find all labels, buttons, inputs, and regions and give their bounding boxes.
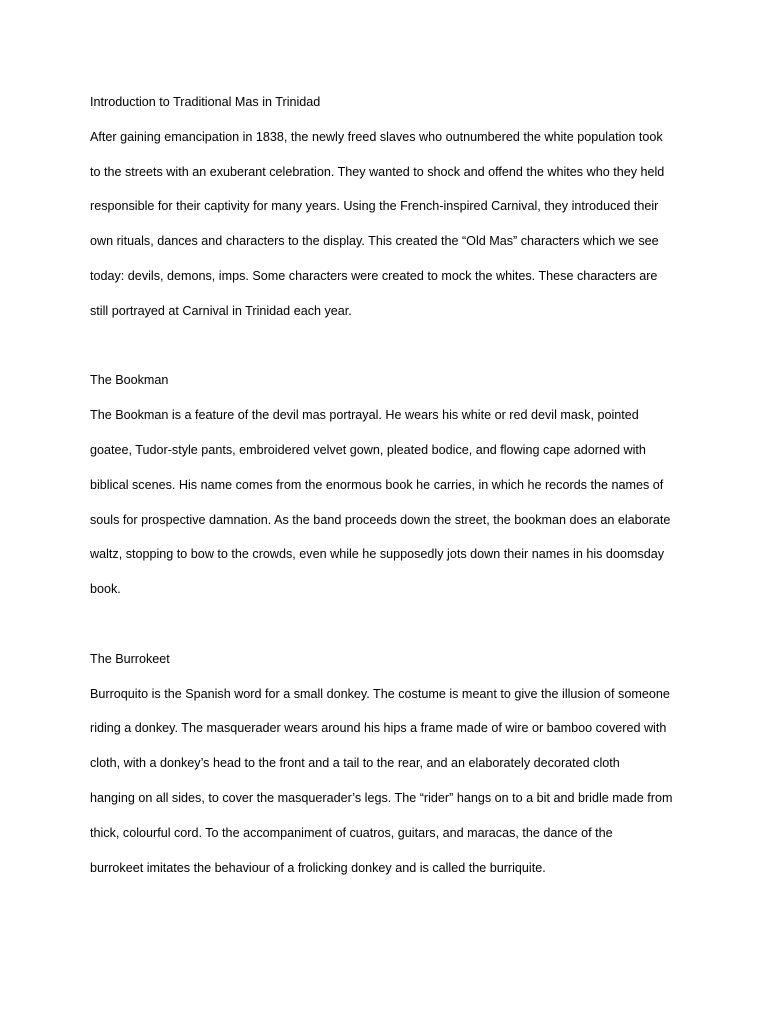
section-heading: The Burrokeet xyxy=(90,651,170,666)
body-line: The Bookman is a feature of the devil mas portrayal. He wears his white or red devil mask, pointed xyxy=(90,408,639,423)
body-line: cloth, with a donkey’s head to the front and a tail to the rear, and an elaborately decorated cloth xyxy=(90,756,620,771)
body-line: responsible for their captivity for many years. Using the French-inspired Carnival, they introduced their xyxy=(90,199,659,214)
body-line: goatee, Tudor-style pants, embroidered velvet gown, pleated bodice, and flowing cape adorned with xyxy=(90,442,646,457)
section-heading: Introduction to Traditional Mas in Trinidad xyxy=(90,95,321,109)
paragraph-gap xyxy=(90,614,690,649)
body-line: souls for prospective damnation. As the band proceeds down the street, the bookman does an elaborate xyxy=(90,512,671,527)
paragraph-gap xyxy=(90,336,690,371)
body-line: to the streets with an exuberant celebration. They wanted to shock and offend the whites who they held xyxy=(90,164,665,179)
body-line: thick, colourful cord. To the accompaniment of cuatros, guitars, and maracas, the dance of the xyxy=(90,825,613,840)
section-intro xyxy=(90,92,690,336)
document-page xyxy=(90,92,690,892)
body-line: After gaining emancipation in 1838, the newly freed slaves who outnumbered the white population took xyxy=(90,129,663,144)
body-line: Burroquito is the Spanish word for a small donkey. The costume is meant to give the illusion of someone xyxy=(90,686,670,701)
body-line: biblical scenes. His name comes from the enormous book he carries, in which he records the names of xyxy=(90,477,664,492)
body-line: waltz, stopping to bow to the crowds, even while he supposedly jots down their names in his doomsday xyxy=(90,547,665,562)
body-line: own rituals, dances and characters to the display. This created the “Old Mas” characters which we see xyxy=(90,234,659,249)
body-line: today: devils, demons, imps. Some characters were created to mock the whites. These characters are xyxy=(90,268,658,283)
body-line: riding a donkey. The masquerader wears around his hips a frame made of wire or bamboo covered with xyxy=(90,721,667,736)
section-burrokeet xyxy=(90,649,690,893)
body-line: burrokeet imitates the behaviour of a frolicking donkey and is called the burriquite. xyxy=(90,860,546,875)
body-line: book. xyxy=(90,582,121,597)
body-line: still portrayed at Carnival in Trinidad each year. xyxy=(90,303,352,318)
section-bookman xyxy=(90,370,690,614)
section-heading: The Bookman xyxy=(90,373,169,388)
body-line: hanging on all sides, to cover the masquerader’s legs. The “rider” hangs on to a bit and bridle made from xyxy=(90,790,673,805)
